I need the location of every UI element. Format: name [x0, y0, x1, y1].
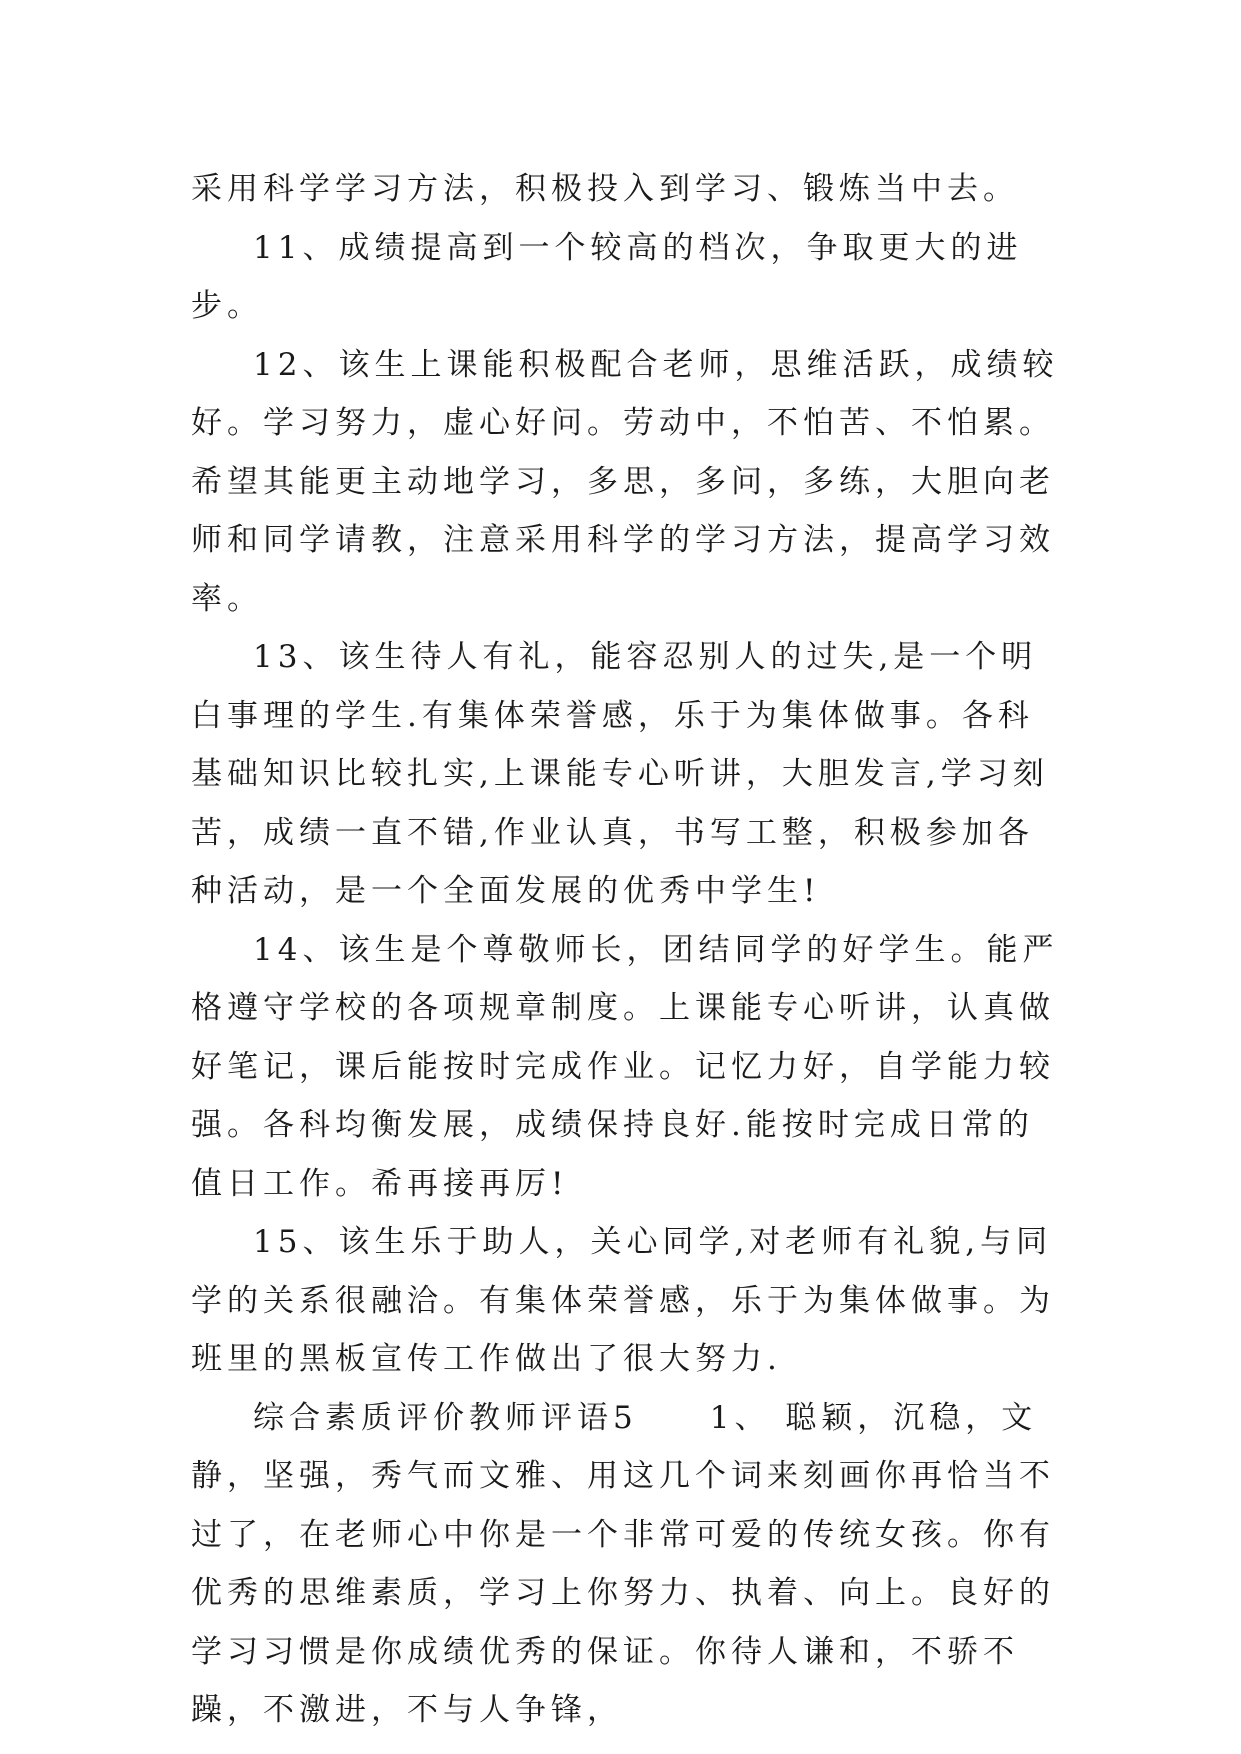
- paragraph-item-11: 11、成绩提高到一个较高的档次，争取更大的进步。: [191, 229, 1023, 324]
- paragraph-item-13: 13、该生待人有礼，能容忍别人的过失,是一个明白事理的学生.有集体荣誉感，乐于为集体做事。各科基础知识比较扎实,上课能专心听讲，大胆发言,学习刻苦，成绩一直不错,作业认真，书写工整，积极参加各种活动，是一个全面发展的优秀中学生!: [191, 639, 1049, 909]
- document-body: [191, 160, 1061, 1740]
- paragraph-item-12: 12、该生上课能积极配合老师，思维活跃，成绩较好。学习努力，虚心好问。劳动中，不怕苦、不怕累。希望其能更主动地学习，多思，多问，多练，大胆向老师和同学请教，注意采用科学的学习方法，提高学习效率。: [191, 346, 1059, 617]
- paragraph-item-14: 14、该生是个尊敬师长，团结同学的好学生。能严格遵守学校的各项规章制度。上课能专心听讲，认真做好笔记，课后能按时完成作业。记忆力好，自学能力较强。各科均衡发展，成绩保持良好.能按时完成日常的值日工作。希再接再厉!: [191, 931, 1059, 1202]
- paragraph-continuation: 采用科学学习方法，积极投入到学习、锻炼当中去。: [191, 171, 1019, 207]
- paragraph-item-15: 15、该生乐于助人，关心同学,对老师有礼貌,与同学的关系很融洽。有集体荣誉感，乐于为集体做事。为班里的黑板宣传工作做出了很大努力.: [191, 1224, 1055, 1377]
- paragraph-section-5: 综合素质评价教师评语5 1、 聪颖，沉稳，文静，坚强，秀气而文雅、用这几个词来刻画你再恰当不过了，在老师心中你是一个非常可爱的传统女孩。你有优秀的思维素质，学习上你努力、执着、向上。良好的学习习惯是你成绩优秀的保证。你待人谦和，不骄不躁，不激进，不与人争锋，: [191, 1399, 1055, 1728]
